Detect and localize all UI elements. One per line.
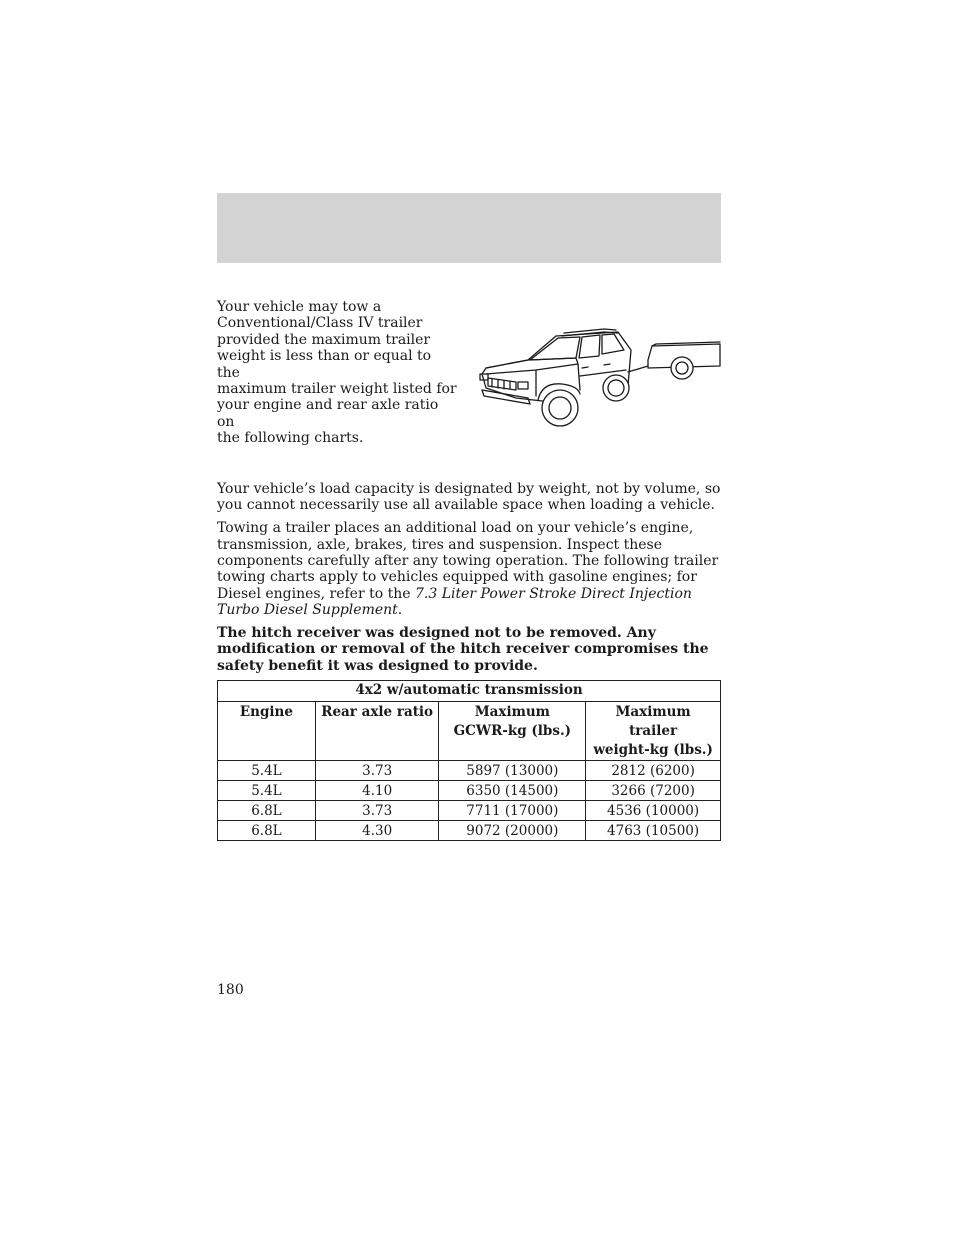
table-row bbox=[218, 781, 721, 801]
gcwr-cell: 5897 (13000) bbox=[439, 761, 586, 781]
table-header-row bbox=[218, 702, 721, 761]
intro-line: the following charts. bbox=[217, 430, 364, 447]
column-header-max-gcwr: Maximum GCWR-kg (lbs.) bbox=[439, 702, 586, 761]
table-title-row bbox=[218, 681, 721, 702]
diesel-supplement-reference: 7.3 Liter Power Stroke Direct Injection bbox=[414, 585, 692, 602]
towing-paragraph: Towing a trailer places an additional load on your vehicle’s engine, transmission, axle, brakes, tires and suspension. Inspect these components carefully after any towing operation. The following trailer towing charts apply to vehicles equipped with gasoline engines; for Diesel engines, refer to the 7.3 Liter Power Stroke Direct Injection Turbo Diesel Supplement. bbox=[217, 520, 719, 619]
intro-line: maximum trailer weight listed for bbox=[217, 381, 457, 398]
vehicle-towing-trailer-icon bbox=[476, 324, 724, 430]
hitch-warning-paragraph: The hitch receiver was designed not to be removed. Any modification or removal of the hitch receiver compromises the safety benefit it was designed to provide. bbox=[217, 625, 709, 674]
section-header-band bbox=[217, 193, 721, 263]
table-row bbox=[218, 761, 721, 781]
gcwr-cell: 7711 (17000) bbox=[439, 801, 586, 821]
trailer-weight-cell: 4536 (10000) bbox=[586, 801, 721, 821]
engine-cell: 5.4L bbox=[218, 761, 316, 781]
intro-line: weight is less than or equal to the bbox=[217, 348, 432, 381]
intro-line: Conventional/Class IV trailer bbox=[217, 315, 423, 332]
column-header-engine: Engine bbox=[218, 702, 316, 761]
engine-cell: 5.4L bbox=[218, 781, 316, 801]
trailer-weight-cell: 3266 (7200) bbox=[586, 781, 721, 801]
body-text bbox=[217, 481, 721, 674]
engine-cell: 6.8L bbox=[218, 801, 316, 821]
axle-ratio-cell: 3.73 bbox=[315, 761, 439, 781]
diesel-supplement-reference: Turbo Diesel Supplement bbox=[217, 602, 398, 619]
load-capacity-paragraph: Your vehicle’s load capacity is designated by weight, not by volume, so you cannot necessarily use all available space when loading a vehicle. bbox=[217, 481, 721, 514]
trailer-weight-cell: 4763 (10500) bbox=[586, 821, 721, 841]
intro-line: provided the maximum trailer bbox=[217, 331, 431, 348]
table-row bbox=[218, 801, 721, 821]
gcwr-cell: 9072 (20000) bbox=[439, 821, 586, 841]
table-title: 4x2 w/automatic transmission bbox=[218, 681, 721, 702]
intro-line: Your vehicle may tow a bbox=[217, 299, 382, 315]
page-number: 180 bbox=[217, 982, 244, 998]
intro-paragraph bbox=[217, 299, 457, 447]
axle-ratio-cell: 4.10 bbox=[315, 781, 439, 801]
trailer-weight-cell: 2812 (6200) bbox=[586, 761, 721, 781]
axle-ratio-cell: 4.30 bbox=[315, 821, 439, 841]
towing-capacity-table bbox=[217, 680, 721, 841]
column-header-max-trailer-weight: Maximum trailer weight-kg (lbs.) bbox=[586, 702, 721, 761]
intro-line: your engine and rear axle ratio on bbox=[217, 397, 439, 430]
axle-ratio-cell: 3.73 bbox=[315, 801, 439, 821]
column-header-rear-axle-ratio: Rear axle ratio bbox=[315, 702, 439, 761]
engine-cell: 6.8L bbox=[218, 821, 316, 841]
gcwr-cell: 6350 (14500) bbox=[439, 781, 586, 801]
table-row bbox=[218, 821, 721, 841]
